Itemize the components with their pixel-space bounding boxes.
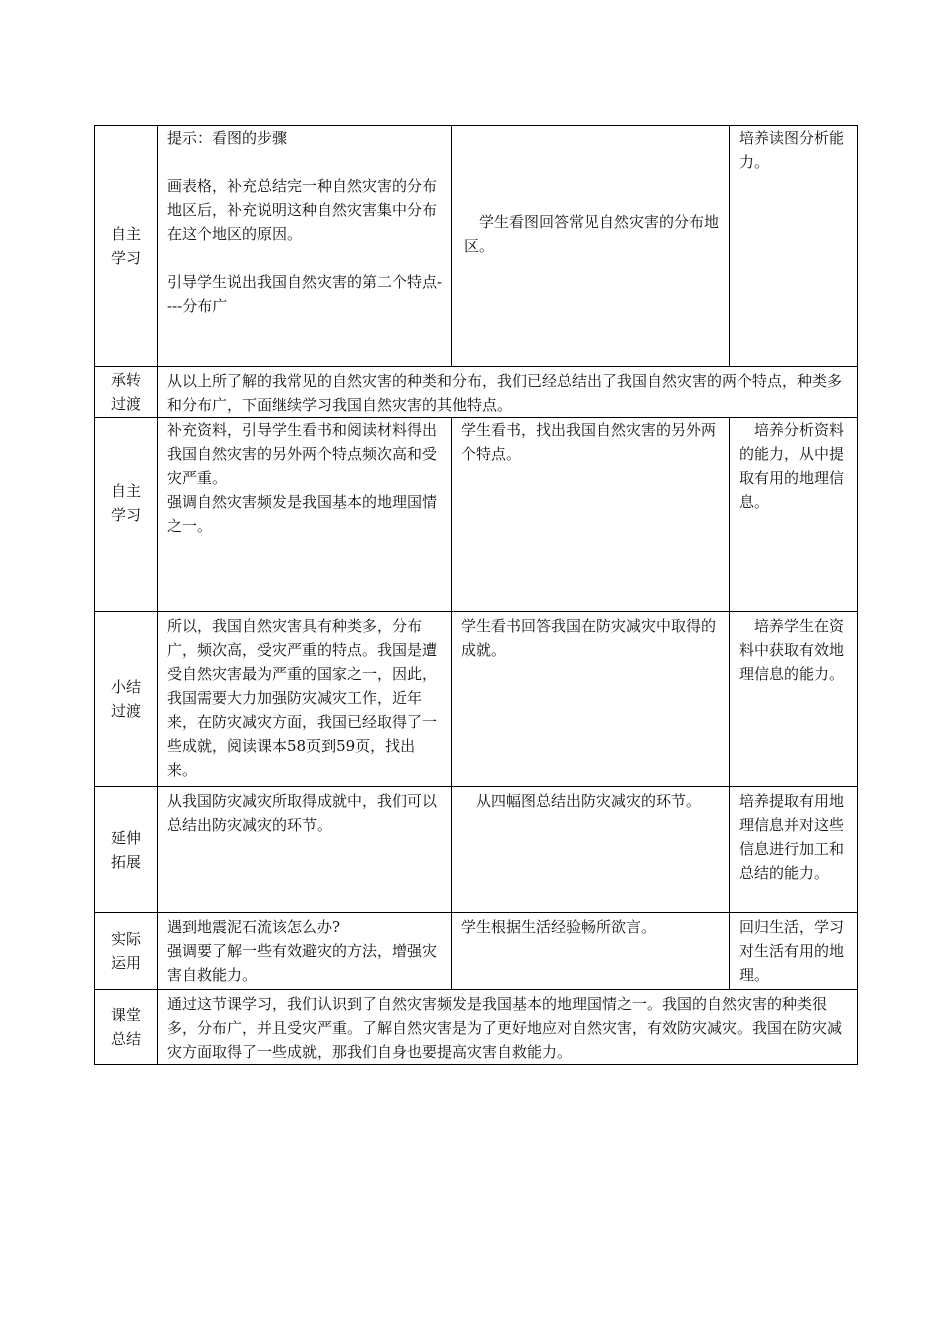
- purpose-text: 培养读图分析能力。: [739, 129, 845, 171]
- merged-text-cell: [158, 367, 858, 418]
- student-activity-cell: [452, 913, 730, 990]
- stage-cell: [95, 913, 158, 990]
- stage-label: 小结过渡: [110, 678, 141, 720]
- purpose-text: 培养分析资料的能力，从中提取有用的地理信息。: [739, 421, 845, 511]
- stage-label: 自主学习: [110, 225, 141, 267]
- teacher-activity-cell: [158, 612, 452, 787]
- purpose-cell: [730, 612, 858, 787]
- teacher-text: 强调自然灾害频发是我国基本的地理国情之一。: [167, 493, 438, 535]
- teacher-text: 补充资料，引导学生看书和阅读材料得出我国自然灾害的另外两个特点频次高和受灾严重。: [167, 421, 438, 487]
- table-row: [95, 913, 858, 990]
- teacher-text: 从我国防灾减灾所取得成就中，我们可以总结出防灾减灾的环节。: [167, 792, 438, 834]
- teacher-text: 画表格，补充总结完一种自然灾害的分布地区后，补充说明这种自然灾害集中分布在这个地区的原因。: [167, 177, 438, 243]
- stage-cell: [95, 787, 158, 913]
- stage-label: 延伸拓展: [110, 828, 141, 871]
- stage-label: 自主学习: [110, 481, 141, 524]
- teacher-text: 提示：看图的步骤: [167, 129, 288, 147]
- student-activity-cell: [452, 126, 730, 367]
- purpose-cell: [730, 913, 858, 990]
- merged-text-cell: [158, 990, 858, 1065]
- purpose-text: 培养提取有用地理信息并对这些信息进行加工和总结的能力。: [739, 792, 845, 882]
- purpose-cell: [730, 126, 858, 367]
- teacher-activity-cell: [158, 418, 452, 612]
- stage-cell: [95, 367, 158, 418]
- stage-cell: [95, 418, 158, 612]
- teacher-text: 所以，我国自然灾害具有种类多，分布广，频次高，受灾严重的特点。我国是遭受自然灾害最为严重的国家之一，因此，我国需要大力加强防灾减灾工作，近年来，在防灾减灾方面，我国已经取得了一些成就，阅读课本58页到59页，找出来。: [167, 617, 438, 779]
- stage-label: 承转过渡: [110, 371, 141, 413]
- table-row: [95, 418, 858, 612]
- table-row: [95, 126, 858, 367]
- transition-text: 从以上所了解的我常见的自然灾害的种类和分布，我们已经总结出了我国自然灾害的两个特点，种类多和分布广，下面继续学习我国自然灾害的其他特点。: [167, 372, 843, 414]
- student-activity-cell: [452, 612, 730, 787]
- student-text: 学生看书，找出我国自然灾害的另外两个特点。: [461, 421, 717, 463]
- table-row: [95, 367, 858, 418]
- table-row: [95, 612, 858, 787]
- student-text: 学生看书回答我国在防灾减灾中取得的成就。: [461, 617, 717, 659]
- lesson-plan-table: [94, 125, 858, 1065]
- student-text: 从四幅图总结出防灾减灾的环节。: [476, 792, 702, 810]
- summary-text: 通过这节课学习，我们认识到了自然灾害频发是我国基本的地理国情之一。我国的自然灾害的种类很多，分布广，并且受灾严重。了解自然灾害是为了更好地应对自然灾害，有效防灾减灾。我国在防灾减灾方面取得了一些成就，那我们自身也要提高灾害自救能力。: [167, 995, 843, 1061]
- teacher-text: 引导学生说出我国自然灾害的第二个特点----分布广: [167, 273, 443, 315]
- table-row: [95, 990, 858, 1065]
- teacher-activity-cell: [158, 913, 452, 990]
- purpose-cell: [730, 787, 858, 913]
- teacher-text: 遇到地震泥石流该怎么办?: [167, 918, 341, 936]
- purpose-text: 回归生活，学习对生活有用的地理。: [739, 918, 845, 984]
- teacher-activity-cell: [158, 126, 452, 367]
- teacher-activity-cell: [158, 787, 452, 913]
- stage-cell: [95, 612, 158, 787]
- stage-label: 课堂总结: [110, 1006, 141, 1048]
- purpose-cell: [730, 418, 858, 612]
- teacher-text: 强调要了解一些有效避灾的方法，增强灾害自救能力。: [167, 942, 438, 984]
- stage-cell: [95, 126, 158, 367]
- table-row: [95, 787, 858, 913]
- stage-label: 实际运用: [110, 930, 141, 972]
- stage-cell: [95, 990, 158, 1065]
- purpose-text: 培养学生在资料中获取有效地理信息的能力。: [739, 617, 845, 683]
- student-text: 学生根据生活经验畅所欲言。: [461, 918, 657, 936]
- student-activity-cell: [452, 787, 730, 913]
- student-activity-cell: [452, 418, 730, 612]
- student-text: 学生看图回答常见自然灾害的分布地区。: [464, 213, 720, 255]
